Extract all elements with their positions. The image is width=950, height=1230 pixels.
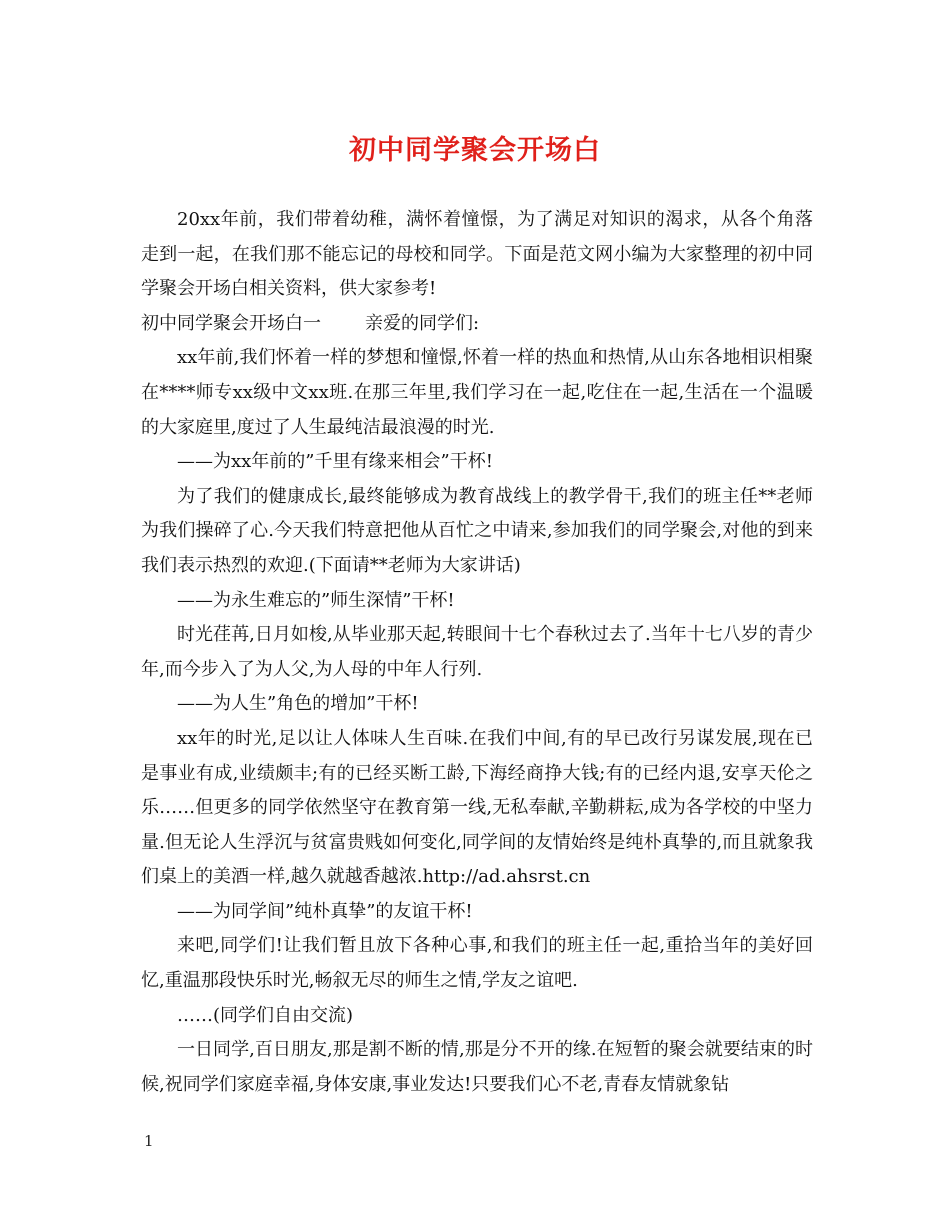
toast-line: ——为xx年前的”千里有缘来相会”干杯! bbox=[177, 451, 493, 473]
intro-paragraph: 20xx年前，我们带着幼稚，满怀着憧憬，为了满足对知识的渴求，从各个角落走到一起，在我们那不能忘记的母校和同学。下面是范文网小编为大家整理的初中同学聚会开场白相关资料，供大家参考! bbox=[141, 209, 813, 300]
greeting: 亲爱的同学们: bbox=[365, 312, 480, 334]
body-paragraph: xx年的时光,足以让人体味人生百味.在我们中间,有的早已改行另谋发展,现在已是事业有成,业绩颇丰;有的已经买断工龄,下海经商挣大钱;有的已经内退,安享天伦之乐……但更多的同学依然坚守在教育第一线,无私奉献,辛勤耕耘,成为各学校的中坚力量.但无论人生浮沉与贫富贵贱如何变化,同学间的友情始终是纯朴真挚的,而且就象我们桌上的美酒一样,越久就越香越浓.http://ad.ahsrst.cn bbox=[141, 727, 813, 888]
document-body bbox=[141, 203, 813, 1102]
body-paragraph: 为了我们的健康成长,最终能够成为教育战线上的教学骨干,我们的班主任**老师为我们操碎了心.今天我们特意把他从百忙之中请来,参加我们的同学聚会,对他的到来我们表示热烈的欢迎.(下面请**老师为大家讲话) bbox=[141, 485, 813, 576]
page-number: 1 bbox=[144, 1132, 154, 1150]
body-paragraph: 来吧,同学们!让我们暂且放下各种心事,和我们的班主任一起,重拾当年的美好回忆,重温那段快乐时光,畅叙无尽的师生之情,学友之谊吧. bbox=[141, 935, 813, 992]
toast-line: ——为人生”角色的增加”干杯! bbox=[177, 693, 419, 715]
section-heading: 初中同学聚会开场白一 bbox=[141, 312, 321, 334]
toast-line: ——为同学间”纯朴真挚”的友谊干杯! bbox=[177, 900, 473, 922]
stage-direction: ……(同学们自由交流) bbox=[177, 1004, 354, 1026]
toast-line: ——为永生难忘的”师生深情”干杯! bbox=[177, 589, 455, 611]
body-paragraph: xx年前,我们怀着一样的梦想和憧憬,怀着一样的热血和热情,从山东各地相识相聚在****师专xx级中文xx班.在那三年里,我们学习在一起,吃住在一起,生活在一个温暖的大家庭里,度过了人生最纯洁最浪漫的时光. bbox=[141, 347, 813, 438]
body-paragraph: 时光荏苒,日月如梭,从毕业那天起,转眼间十七个春秋过去了.当年十七八岁的青少年,而今步入了为人父,为人母的中年人行列. bbox=[141, 624, 813, 680]
body-paragraph: 一日同学,百日朋友,那是割不断的情,那是分不开的缘.在短暂的聚会就要结束的时候,祝同学们家庭幸福,身体安康,事业发达!只要我们心不老,青春友情就象钻 bbox=[141, 1039, 813, 1095]
section-line bbox=[141, 307, 813, 342]
document-title: 初中同学聚会开场白 bbox=[349, 135, 601, 166]
